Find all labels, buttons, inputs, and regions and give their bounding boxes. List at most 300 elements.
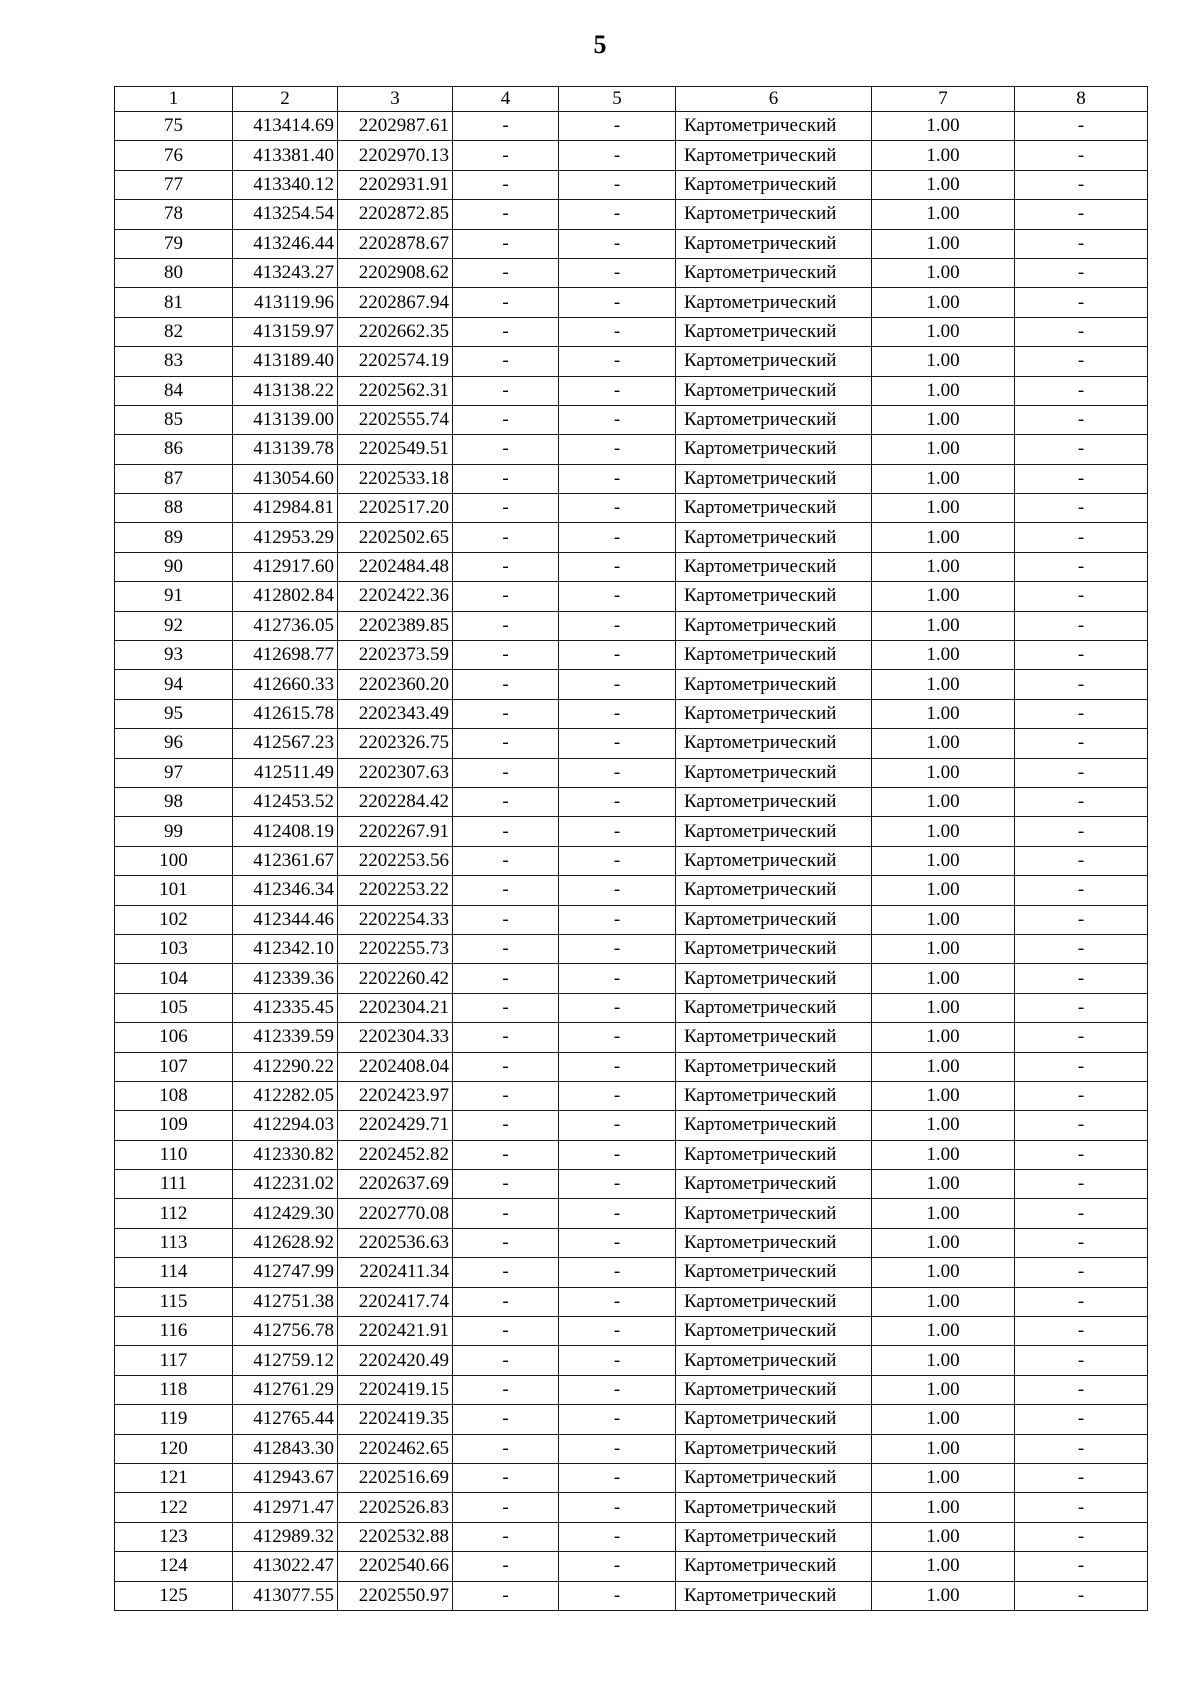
point-number-cell: 86 bbox=[115, 435, 233, 464]
column-header: 4 bbox=[453, 87, 559, 112]
col5-cell: - bbox=[559, 641, 676, 670]
point-number-cell: 105 bbox=[115, 993, 233, 1022]
col4-cell: - bbox=[453, 258, 559, 287]
col5-cell: - bbox=[559, 817, 676, 846]
col5-cell: - bbox=[559, 200, 676, 229]
method-cell: Картометрический bbox=[676, 1228, 872, 1257]
y-coordinate-cell: 2202540.66 bbox=[338, 1552, 453, 1581]
accuracy-cell: 1.00 bbox=[872, 552, 1015, 581]
col4-cell: - bbox=[453, 1140, 559, 1169]
point-number-cell: 117 bbox=[115, 1346, 233, 1375]
x-coordinate-cell: 412408.19 bbox=[233, 817, 338, 846]
col5-cell: - bbox=[559, 347, 676, 376]
col8-cell: - bbox=[1015, 699, 1148, 728]
accuracy-cell: 1.00 bbox=[872, 376, 1015, 405]
point-number-cell: 95 bbox=[115, 699, 233, 728]
x-coordinate-cell: 413139.00 bbox=[233, 405, 338, 434]
method-cell: Картометрический bbox=[676, 170, 872, 199]
col5-cell: - bbox=[559, 699, 676, 728]
col8-cell: - bbox=[1015, 1346, 1148, 1375]
point-number-cell: 125 bbox=[115, 1581, 233, 1610]
table-row bbox=[115, 405, 1148, 434]
method-cell: Картометрический bbox=[676, 1052, 872, 1081]
col5-cell: - bbox=[559, 1199, 676, 1228]
col8-cell: - bbox=[1015, 1140, 1148, 1169]
col5-cell: - bbox=[559, 1552, 676, 1581]
col4-cell: - bbox=[453, 1170, 559, 1199]
point-number-cell: 107 bbox=[115, 1052, 233, 1081]
x-coordinate-cell: 412335.45 bbox=[233, 993, 338, 1022]
accuracy-cell: 1.00 bbox=[872, 1258, 1015, 1287]
col5-cell: - bbox=[559, 1052, 676, 1081]
col5-cell: - bbox=[559, 1228, 676, 1257]
col5-cell: - bbox=[559, 552, 676, 581]
col8-cell: - bbox=[1015, 964, 1148, 993]
method-cell: Картометрический bbox=[676, 670, 872, 699]
col8-cell: - bbox=[1015, 1228, 1148, 1257]
col4-cell: - bbox=[453, 1405, 559, 1434]
x-coordinate-cell: 412346.34 bbox=[233, 876, 338, 905]
accuracy-cell: 1.00 bbox=[872, 1346, 1015, 1375]
point-number-cell: 98 bbox=[115, 787, 233, 816]
accuracy-cell: 1.00 bbox=[872, 141, 1015, 170]
accuracy-cell: 1.00 bbox=[872, 934, 1015, 963]
point-number-cell: 80 bbox=[115, 258, 233, 287]
table-row bbox=[115, 1552, 1148, 1581]
y-coordinate-cell: 2202908.62 bbox=[338, 258, 453, 287]
col5-cell: - bbox=[559, 112, 676, 141]
col4-cell: - bbox=[453, 1552, 559, 1581]
y-coordinate-cell: 2202254.33 bbox=[338, 905, 453, 934]
point-number-cell: 123 bbox=[115, 1522, 233, 1551]
x-coordinate-cell: 412282.05 bbox=[233, 1081, 338, 1110]
accuracy-cell: 1.00 bbox=[872, 582, 1015, 611]
accuracy-cell: 1.00 bbox=[872, 817, 1015, 846]
point-number-cell: 81 bbox=[115, 288, 233, 317]
method-cell: Картометрический bbox=[676, 934, 872, 963]
y-coordinate-cell: 2202429.71 bbox=[338, 1111, 453, 1140]
point-number-cell: 88 bbox=[115, 494, 233, 523]
point-number-cell: 94 bbox=[115, 670, 233, 699]
point-number-cell: 77 bbox=[115, 170, 233, 199]
method-cell: Картометрический bbox=[676, 141, 872, 170]
method-cell: Картометрический bbox=[676, 552, 872, 581]
accuracy-cell: 1.00 bbox=[872, 1405, 1015, 1434]
col4-cell: - bbox=[453, 435, 559, 464]
col8-cell: - bbox=[1015, 641, 1148, 670]
col4-cell: - bbox=[453, 729, 559, 758]
table-row bbox=[115, 229, 1148, 258]
col4-cell: - bbox=[453, 787, 559, 816]
table-row bbox=[115, 611, 1148, 640]
col8-cell: - bbox=[1015, 376, 1148, 405]
col4-cell: - bbox=[453, 846, 559, 875]
method-cell: Картометрический bbox=[676, 758, 872, 787]
x-coordinate-cell: 412843.30 bbox=[233, 1434, 338, 1463]
table-row bbox=[115, 1052, 1148, 1081]
accuracy-cell: 1.00 bbox=[872, 1522, 1015, 1551]
col5-cell: - bbox=[559, 729, 676, 758]
accuracy-cell: 1.00 bbox=[872, 1023, 1015, 1052]
col5-cell: - bbox=[559, 1375, 676, 1404]
col8-cell: - bbox=[1015, 347, 1148, 376]
table-row bbox=[115, 1199, 1148, 1228]
table-row bbox=[115, 729, 1148, 758]
point-number-cell: 87 bbox=[115, 464, 233, 493]
col8-cell: - bbox=[1015, 435, 1148, 464]
accuracy-cell: 1.00 bbox=[872, 200, 1015, 229]
table-row bbox=[115, 347, 1148, 376]
y-coordinate-cell: 2202421.91 bbox=[338, 1317, 453, 1346]
method-cell: Картометрический bbox=[676, 1522, 872, 1551]
method-cell: Картометрический bbox=[676, 258, 872, 287]
col4-cell: - bbox=[453, 200, 559, 229]
col5-cell: - bbox=[559, 1581, 676, 1610]
table-row bbox=[115, 1228, 1148, 1257]
accuracy-cell: 1.00 bbox=[872, 1375, 1015, 1404]
column-header: 6 bbox=[676, 87, 872, 112]
x-coordinate-cell: 413119.96 bbox=[233, 288, 338, 317]
x-coordinate-cell: 412761.29 bbox=[233, 1375, 338, 1404]
point-number-cell: 111 bbox=[115, 1170, 233, 1199]
accuracy-cell: 1.00 bbox=[872, 405, 1015, 434]
table-row bbox=[115, 1140, 1148, 1169]
col4-cell: - bbox=[453, 1287, 559, 1316]
x-coordinate-cell: 413159.97 bbox=[233, 317, 338, 346]
col4-cell: - bbox=[453, 1346, 559, 1375]
method-cell: Картометрический bbox=[676, 1081, 872, 1110]
col4-cell: - bbox=[453, 347, 559, 376]
x-coordinate-cell: 413054.60 bbox=[233, 464, 338, 493]
x-coordinate-cell: 413022.47 bbox=[233, 1552, 338, 1581]
y-coordinate-cell: 2202373.59 bbox=[338, 641, 453, 670]
col5-cell: - bbox=[559, 464, 676, 493]
point-number-cell: 76 bbox=[115, 141, 233, 170]
y-coordinate-cell: 2202408.04 bbox=[338, 1052, 453, 1081]
col8-cell: - bbox=[1015, 817, 1148, 846]
method-cell: Картометрический bbox=[676, 1405, 872, 1434]
point-number-cell: 118 bbox=[115, 1375, 233, 1404]
table-row bbox=[115, 552, 1148, 581]
table-row bbox=[115, 1346, 1148, 1375]
accuracy-cell: 1.00 bbox=[872, 1493, 1015, 1522]
table-body bbox=[115, 112, 1148, 1611]
accuracy-cell: 1.00 bbox=[872, 964, 1015, 993]
y-coordinate-cell: 2202255.73 bbox=[338, 934, 453, 963]
point-number-cell: 113 bbox=[115, 1228, 233, 1257]
col8-cell: - bbox=[1015, 582, 1148, 611]
method-cell: Картометрический bbox=[676, 494, 872, 523]
x-coordinate-cell: 412615.78 bbox=[233, 699, 338, 728]
x-coordinate-cell: 413139.78 bbox=[233, 435, 338, 464]
col5-cell: - bbox=[559, 876, 676, 905]
method-cell: Картометрический bbox=[676, 1170, 872, 1199]
table-row bbox=[115, 787, 1148, 816]
col5-cell: - bbox=[559, 934, 676, 963]
accuracy-cell: 1.00 bbox=[872, 905, 1015, 934]
method-cell: Картометрический bbox=[676, 1463, 872, 1492]
accuracy-cell: 1.00 bbox=[872, 1228, 1015, 1257]
col4-cell: - bbox=[453, 552, 559, 581]
col4-cell: - bbox=[453, 1228, 559, 1257]
col4-cell: - bbox=[453, 1081, 559, 1110]
col8-cell: - bbox=[1015, 670, 1148, 699]
x-coordinate-cell: 412971.47 bbox=[233, 1493, 338, 1522]
x-coordinate-cell: 412953.29 bbox=[233, 523, 338, 552]
x-coordinate-cell: 413138.22 bbox=[233, 376, 338, 405]
point-number-cell: 114 bbox=[115, 1258, 233, 1287]
col5-cell: - bbox=[559, 1463, 676, 1492]
col5-cell: - bbox=[559, 582, 676, 611]
method-cell: Картометрический bbox=[676, 817, 872, 846]
x-coordinate-cell: 413189.40 bbox=[233, 347, 338, 376]
method-cell: Картометрический bbox=[676, 405, 872, 434]
table-row bbox=[115, 846, 1148, 875]
y-coordinate-cell: 2202389.85 bbox=[338, 611, 453, 640]
x-coordinate-cell: 412290.22 bbox=[233, 1052, 338, 1081]
col4-cell: - bbox=[453, 1023, 559, 1052]
column-header: 5 bbox=[559, 87, 676, 112]
accuracy-cell: 1.00 bbox=[872, 258, 1015, 287]
y-coordinate-cell: 2202360.20 bbox=[338, 670, 453, 699]
accuracy-cell: 1.00 bbox=[872, 112, 1015, 141]
col8-cell: - bbox=[1015, 288, 1148, 317]
method-cell: Картометрический bbox=[676, 1317, 872, 1346]
y-coordinate-cell: 2202462.65 bbox=[338, 1434, 453, 1463]
x-coordinate-cell: 412339.36 bbox=[233, 964, 338, 993]
col8-cell: - bbox=[1015, 170, 1148, 199]
col8-cell: - bbox=[1015, 1287, 1148, 1316]
col8-cell: - bbox=[1015, 846, 1148, 875]
accuracy-cell: 1.00 bbox=[872, 993, 1015, 1022]
col8-cell: - bbox=[1015, 1434, 1148, 1463]
method-cell: Картометрический bbox=[676, 1552, 872, 1581]
x-coordinate-cell: 412294.03 bbox=[233, 1111, 338, 1140]
y-coordinate-cell: 2202662.35 bbox=[338, 317, 453, 346]
accuracy-cell: 1.00 bbox=[872, 1170, 1015, 1199]
x-coordinate-cell: 412429.30 bbox=[233, 1199, 338, 1228]
col4-cell: - bbox=[453, 582, 559, 611]
x-coordinate-cell: 413254.54 bbox=[233, 200, 338, 229]
col4-cell: - bbox=[453, 405, 559, 434]
col5-cell: - bbox=[559, 405, 676, 434]
method-cell: Картометрический bbox=[676, 729, 872, 758]
col4-cell: - bbox=[453, 141, 559, 170]
col4-cell: - bbox=[453, 1434, 559, 1463]
col5-cell: - bbox=[559, 1287, 676, 1316]
col8-cell: - bbox=[1015, 1375, 1148, 1404]
col5-cell: - bbox=[559, 1317, 676, 1346]
table-row bbox=[115, 317, 1148, 346]
y-coordinate-cell: 2202326.75 bbox=[338, 729, 453, 758]
x-coordinate-cell: 412943.67 bbox=[233, 1463, 338, 1492]
point-number-cell: 75 bbox=[115, 112, 233, 141]
accuracy-cell: 1.00 bbox=[872, 1199, 1015, 1228]
table-row bbox=[115, 112, 1148, 141]
point-number-cell: 103 bbox=[115, 934, 233, 963]
accuracy-cell: 1.00 bbox=[872, 1581, 1015, 1610]
col4-cell: - bbox=[453, 1258, 559, 1287]
col4-cell: - bbox=[453, 112, 559, 141]
coordinates-table bbox=[114, 86, 1148, 1611]
col8-cell: - bbox=[1015, 1258, 1148, 1287]
y-coordinate-cell: 2202970.13 bbox=[338, 141, 453, 170]
y-coordinate-cell: 2202562.31 bbox=[338, 376, 453, 405]
table-row bbox=[115, 934, 1148, 963]
y-coordinate-cell: 2202637.69 bbox=[338, 1170, 453, 1199]
method-cell: Картометрический bbox=[676, 1023, 872, 1052]
col5-cell: - bbox=[559, 1140, 676, 1169]
method-cell: Картометрический bbox=[676, 1258, 872, 1287]
x-coordinate-cell: 412751.38 bbox=[233, 1287, 338, 1316]
method-cell: Картометрический bbox=[676, 1581, 872, 1610]
y-coordinate-cell: 2202284.42 bbox=[338, 787, 453, 816]
col4-cell: - bbox=[453, 464, 559, 493]
table-row bbox=[115, 200, 1148, 229]
point-number-cell: 101 bbox=[115, 876, 233, 905]
col5-cell: - bbox=[559, 288, 676, 317]
accuracy-cell: 1.00 bbox=[872, 170, 1015, 199]
column-header: 3 bbox=[338, 87, 453, 112]
method-cell: Картометрический bbox=[676, 200, 872, 229]
col4-cell: - bbox=[453, 1463, 559, 1492]
point-number-cell: 121 bbox=[115, 1463, 233, 1492]
y-coordinate-cell: 2202304.33 bbox=[338, 1023, 453, 1052]
accuracy-cell: 1.00 bbox=[872, 288, 1015, 317]
y-coordinate-cell: 2202532.88 bbox=[338, 1522, 453, 1551]
x-coordinate-cell: 412765.44 bbox=[233, 1405, 338, 1434]
x-coordinate-cell: 413381.40 bbox=[233, 141, 338, 170]
method-cell: Картометрический bbox=[676, 905, 872, 934]
col4-cell: - bbox=[453, 1317, 559, 1346]
y-coordinate-cell: 2202253.22 bbox=[338, 876, 453, 905]
table-row bbox=[115, 699, 1148, 728]
accuracy-cell: 1.00 bbox=[872, 787, 1015, 816]
y-coordinate-cell: 2202422.36 bbox=[338, 582, 453, 611]
col4-cell: - bbox=[453, 641, 559, 670]
accuracy-cell: 1.00 bbox=[872, 464, 1015, 493]
col5-cell: - bbox=[559, 964, 676, 993]
accuracy-cell: 1.00 bbox=[872, 317, 1015, 346]
y-coordinate-cell: 2202417.74 bbox=[338, 1287, 453, 1316]
point-number-cell: 91 bbox=[115, 582, 233, 611]
table-row bbox=[115, 1581, 1148, 1610]
y-coordinate-cell: 2202878.67 bbox=[338, 229, 453, 258]
x-coordinate-cell: 412330.82 bbox=[233, 1140, 338, 1169]
point-number-cell: 109 bbox=[115, 1111, 233, 1140]
col4-cell: - bbox=[453, 170, 559, 199]
method-cell: Картометрический bbox=[676, 288, 872, 317]
col8-cell: - bbox=[1015, 1317, 1148, 1346]
method-cell: Картометрический bbox=[676, 1111, 872, 1140]
accuracy-cell: 1.00 bbox=[872, 1140, 1015, 1169]
col4-cell: - bbox=[453, 1052, 559, 1081]
col8-cell: - bbox=[1015, 141, 1148, 170]
table-row bbox=[115, 494, 1148, 523]
method-cell: Картометрический bbox=[676, 1140, 872, 1169]
col5-cell: - bbox=[559, 1346, 676, 1375]
point-number-cell: 124 bbox=[115, 1552, 233, 1581]
y-coordinate-cell: 2202555.74 bbox=[338, 405, 453, 434]
point-number-cell: 83 bbox=[115, 347, 233, 376]
col5-cell: - bbox=[559, 1170, 676, 1199]
accuracy-cell: 1.00 bbox=[872, 699, 1015, 728]
col8-cell: - bbox=[1015, 1199, 1148, 1228]
col5-cell: - bbox=[559, 611, 676, 640]
y-coordinate-cell: 2202517.20 bbox=[338, 494, 453, 523]
y-coordinate-cell: 2202502.65 bbox=[338, 523, 453, 552]
point-number-cell: 119 bbox=[115, 1405, 233, 1434]
x-coordinate-cell: 412628.92 bbox=[233, 1228, 338, 1257]
col4-cell: - bbox=[453, 817, 559, 846]
col8-cell: - bbox=[1015, 1522, 1148, 1551]
accuracy-cell: 1.00 bbox=[872, 846, 1015, 875]
col8-cell: - bbox=[1015, 1111, 1148, 1140]
col4-cell: - bbox=[453, 876, 559, 905]
col8-cell: - bbox=[1015, 1463, 1148, 1492]
x-coordinate-cell: 412339.59 bbox=[233, 1023, 338, 1052]
method-cell: Картометрический bbox=[676, 611, 872, 640]
y-coordinate-cell: 2202452.82 bbox=[338, 1140, 453, 1169]
x-coordinate-cell: 412984.81 bbox=[233, 494, 338, 523]
method-cell: Картометрический bbox=[676, 317, 872, 346]
method-cell: Картометрический bbox=[676, 435, 872, 464]
col8-cell: - bbox=[1015, 993, 1148, 1022]
col5-cell: - bbox=[559, 170, 676, 199]
method-cell: Картометрический bbox=[676, 1287, 872, 1316]
y-coordinate-cell: 2202304.21 bbox=[338, 993, 453, 1022]
col4-cell: - bbox=[453, 494, 559, 523]
x-coordinate-cell: 412511.49 bbox=[233, 758, 338, 787]
col8-cell: - bbox=[1015, 1052, 1148, 1081]
col5-cell: - bbox=[559, 229, 676, 258]
table-row bbox=[115, 1258, 1148, 1287]
method-cell: Картометрический bbox=[676, 1434, 872, 1463]
accuracy-cell: 1.00 bbox=[872, 347, 1015, 376]
col8-cell: - bbox=[1015, 200, 1148, 229]
col4-cell: - bbox=[453, 1111, 559, 1140]
y-coordinate-cell: 2202574.19 bbox=[338, 347, 453, 376]
point-number-cell: 115 bbox=[115, 1287, 233, 1316]
col4-cell: - bbox=[453, 611, 559, 640]
point-number-cell: 100 bbox=[115, 846, 233, 875]
col5-cell: - bbox=[559, 258, 676, 287]
method-cell: Картометрический bbox=[676, 347, 872, 376]
col4-cell: - bbox=[453, 758, 559, 787]
col5-cell: - bbox=[559, 1081, 676, 1110]
col8-cell: - bbox=[1015, 494, 1148, 523]
col8-cell: - bbox=[1015, 934, 1148, 963]
table-row bbox=[115, 876, 1148, 905]
x-coordinate-cell: 412567.23 bbox=[233, 729, 338, 758]
x-coordinate-cell: 412453.52 bbox=[233, 787, 338, 816]
x-coordinate-cell: 412736.05 bbox=[233, 611, 338, 640]
x-coordinate-cell: 413246.44 bbox=[233, 229, 338, 258]
x-coordinate-cell: 413340.12 bbox=[233, 170, 338, 199]
col5-cell: - bbox=[559, 1434, 676, 1463]
y-coordinate-cell: 2202867.94 bbox=[338, 288, 453, 317]
method-cell: Картометрический bbox=[676, 376, 872, 405]
accuracy-cell: 1.00 bbox=[872, 1111, 1015, 1140]
y-coordinate-cell: 2202419.35 bbox=[338, 1405, 453, 1434]
col4-cell: - bbox=[453, 905, 559, 934]
column-header: 1 bbox=[115, 87, 233, 112]
col5-cell: - bbox=[559, 141, 676, 170]
y-coordinate-cell: 2202419.15 bbox=[338, 1375, 453, 1404]
y-coordinate-cell: 2202260.42 bbox=[338, 964, 453, 993]
x-coordinate-cell: 412747.99 bbox=[233, 1258, 338, 1287]
table-row bbox=[115, 1170, 1148, 1199]
